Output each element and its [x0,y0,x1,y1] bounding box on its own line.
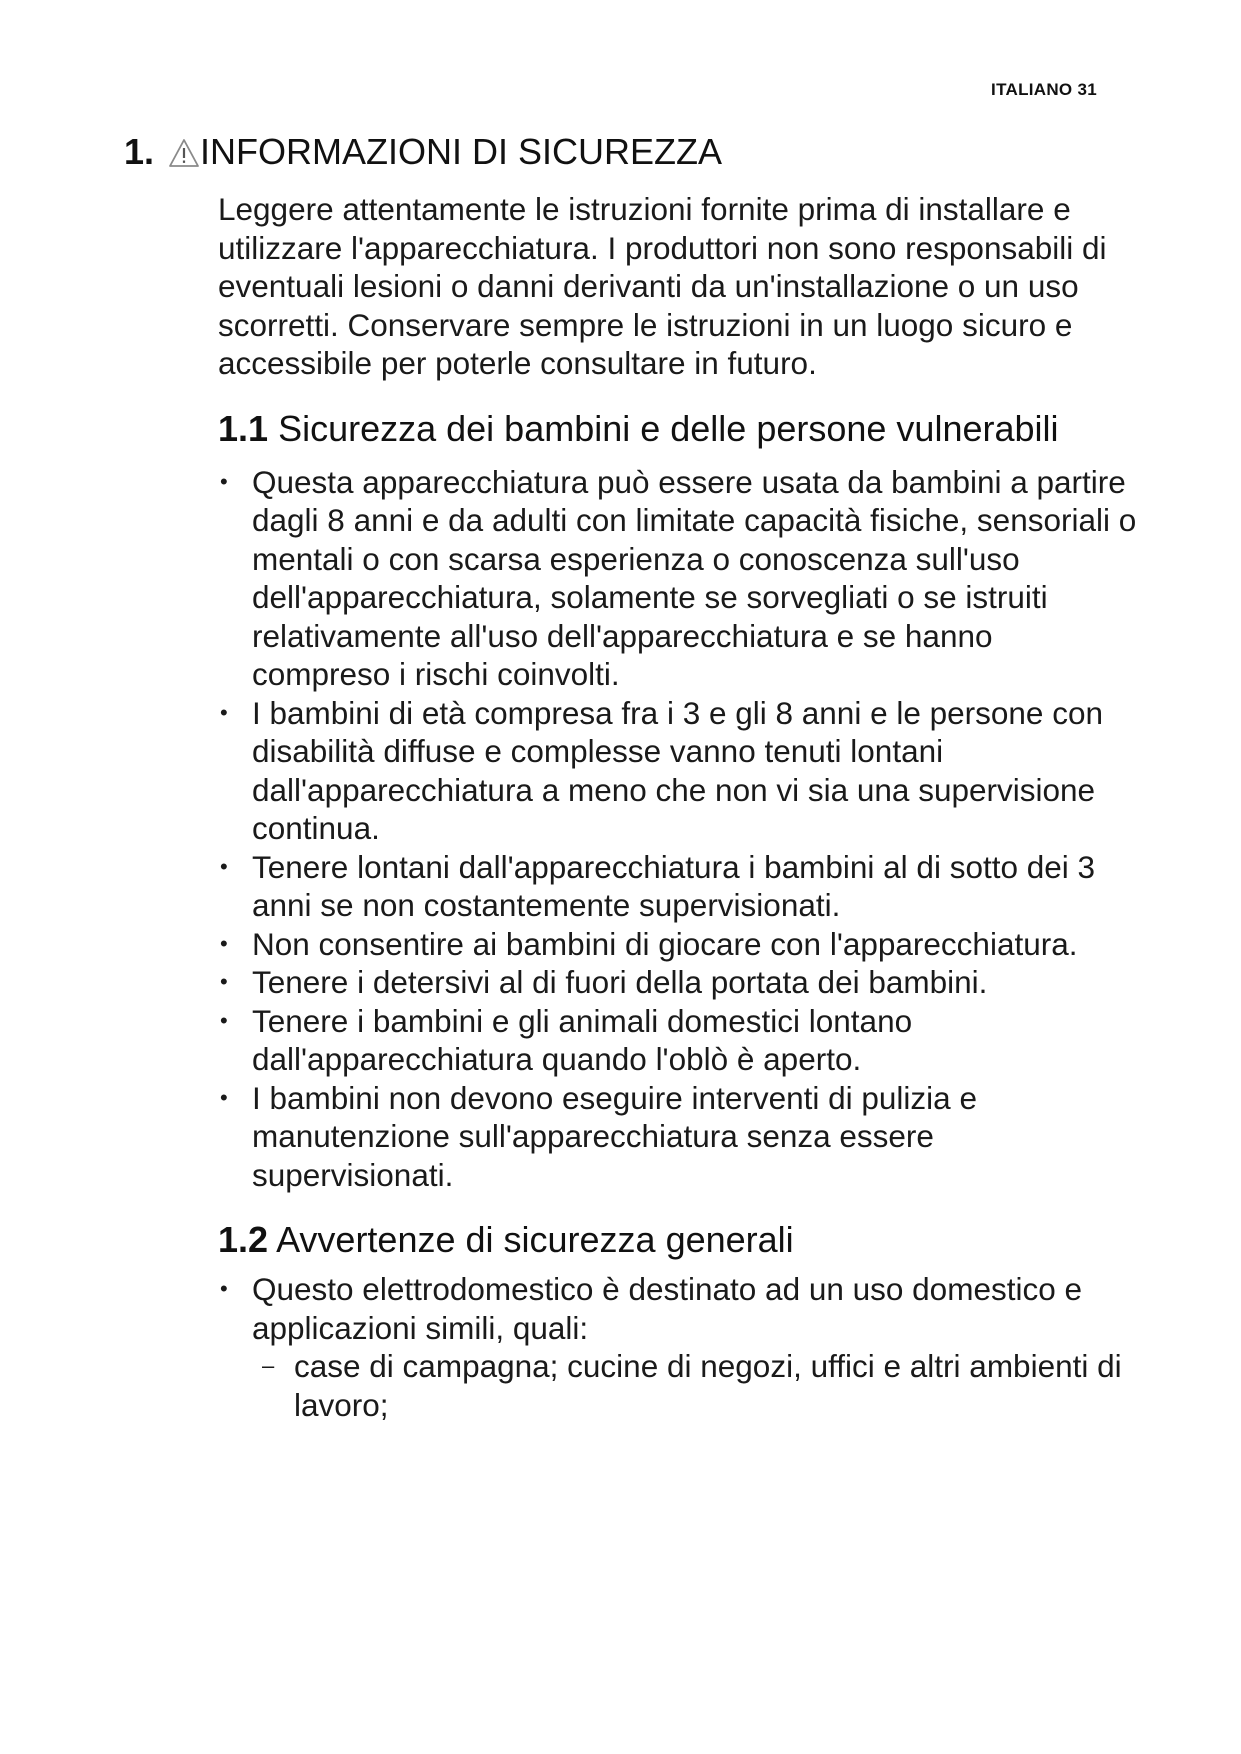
list-item [218,1079,1138,1195]
list-item [218,694,1138,848]
subsection-title: Avvertenze di sicurezza generali [276,1219,794,1260]
dash-icon: – [262,1353,275,1378]
list-item-text: I bambini di età compresa fra i 3 e gli 8 anni e le persone con disabilità diffuse e complesse vanno tenuti lontani dall'apparecchiatura a meno che non vi sia una supervisione continua. [252,694,1103,846]
subsection-number: 1.2 [218,1219,269,1260]
list-item [218,463,1138,694]
sub-list [252,1347,1138,1424]
list-item-text: Questa apparecchiatura può essere usata da bambini a partire dagli 8 anni e da adulti con limitate capacità fisiche, sensoriali o mentali o con scarsa esperienza o conoscenza sull'uso dell'apparecchiatura, solamente se sorvegliati o se istruiti relativamente all'uso dell'apparecchiatura e se hanno compreso i rischi coinvolti. [252,463,1137,692]
list-item [218,925,1138,964]
subsection-number: 1.1 [218,407,269,449]
bullet-icon: • [220,1084,228,1110]
bullet-icon: • [220,969,228,994]
list-item [218,1002,1138,1079]
children-safety-list [218,463,1138,1195]
document-body [218,190,1138,1424]
bullet-icon: • [220,930,228,956]
warning-triangle-icon [168,138,200,168]
bullet-icon: • [220,468,228,494]
sub-list-item [252,1347,1138,1424]
bullet-icon: • [220,853,228,879]
bullet-icon: • [220,1276,228,1301]
bullet-icon: • [220,699,228,725]
list-item [218,1270,1138,1424]
list-item-text: Tenere i bambini e gli animali domestici lontano dall'apparecchiatura quando l'oblò è aperto. [252,1002,913,1077]
list-item-text: Non consentire ai bambini di giocare con l'apparecchiatura. [252,925,1078,962]
list-item-text: Questo elettrodomestico è destinato ad un uso domestico e applicazioni simili, quali: [252,1271,1082,1346]
intro-paragraph: Leggere attentamente le istruzioni fornite prima di installare e utilizzare l'apparecchiatura. I produttori non sono responsabili di eventuali lesioni o danni derivanti da un'installazione o un uso scorretti. Conservare sempre le istruzioni in un luogo sicuro e accessibile per poterle consultare in futuro. [218,191,1107,381]
section-title: INFORMAZIONI DI SICUREZZA [200,131,723,172]
bullet-icon: • [220,1007,228,1033]
section-heading [124,131,722,173]
subsection-heading-1-2 [218,1220,1138,1260]
page-header: ITALIANO 31 [991,80,1097,99]
list-item [218,848,1138,925]
list-item [218,963,1138,1002]
list-item-text: I bambini non devono eseguire interventi di pulizia e manutenzione sull'apparecchiatura senza essere supervisionati. [252,1079,977,1193]
list-item-text: Tenere i detersivi al di fuori della portata dei bambini. [252,964,988,1000]
subsection-title: Sicurezza dei bambini e delle persone vulnerabili [278,407,1059,449]
list-item-text: Tenere lontani dall'apparecchiatura i bambini al di sotto dei 3 anni se non costantemente supervisionati. [252,848,1096,923]
subsection-heading-1-1 [218,409,1138,449]
section-number: 1. [124,131,155,172]
general-safety-list [218,1270,1138,1424]
sub-list-item-text: case di campagna; cucine di negozi, uffici e altri ambienti di lavoro; [294,1348,1122,1423]
